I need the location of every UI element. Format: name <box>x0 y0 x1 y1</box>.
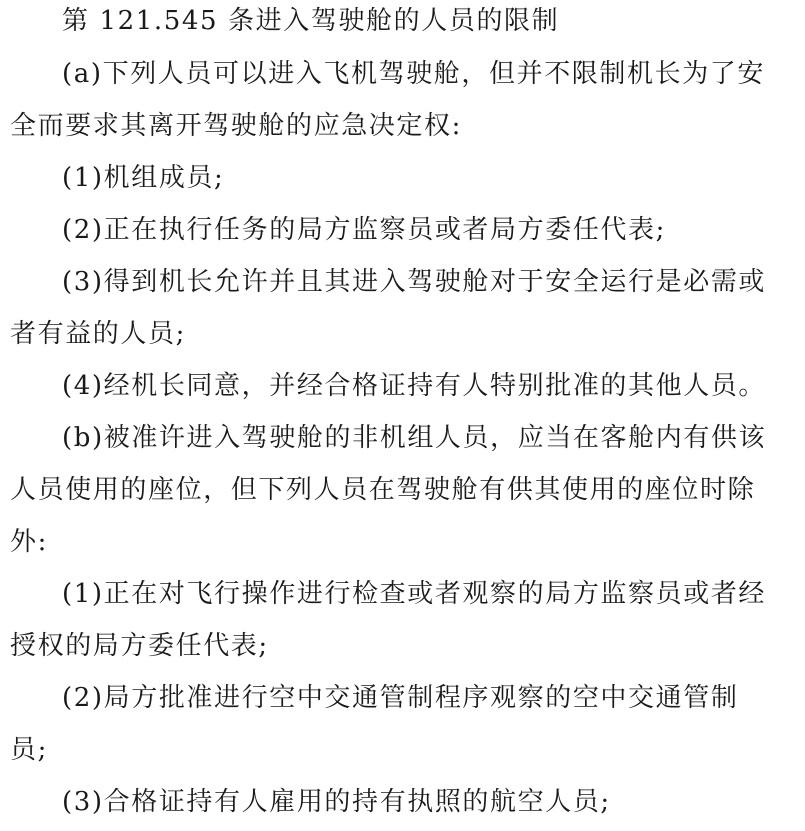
item-a4: (4)经机长同意，并经合格证持有人特别批准的其他人员。 <box>62 371 767 401</box>
paragraph-b-line-1: (b)被准许进入驾驶舱的非机组人员，应当在客舱内有供该 <box>62 423 767 453</box>
paragraph-b-line-2: 人员使用的座位，但下列人员在驾驶舱有供其使用的座位时除 <box>10 475 756 505</box>
paragraph-a-line-2: 全而要求其离开驾驶舱的应急决定权: <box>10 111 462 141</box>
item-a3-line-1: (3)得到机长允许并且其进入驾驶舱对于安全运行是必需或 <box>62 267 767 297</box>
item-a2: (2)正在执行任务的局方监察员或者局方委任代表; <box>62 215 666 245</box>
paragraph-a-line-1: (a)下列人员可以进入飞机驾驶舱，但并不限制机长为了安 <box>62 59 765 89</box>
item-b3: (3)合格证持有人雇用的持有执照的航空人员; <box>62 787 611 817</box>
item-b1-line-1: (1)正在对飞行操作进行检查或者观察的局方监察员或者经 <box>62 579 767 609</box>
paragraph-b-line-3: 外: <box>10 527 48 557</box>
item-b2-line-1: (2)局方批准进行空中交通管制程序观察的空中交通管制 <box>62 683 739 713</box>
item-b1-line-2: 授权的局方委任代表; <box>10 631 269 661</box>
item-a3-line-2: 者有益的人员; <box>10 319 186 349</box>
section-heading: 第 121.545 条进入驾驶舱的人员的限制 <box>62 6 560 36</box>
item-a1: (1)机组成员; <box>62 163 225 193</box>
item-b2-line-2: 员; <box>10 735 48 765</box>
